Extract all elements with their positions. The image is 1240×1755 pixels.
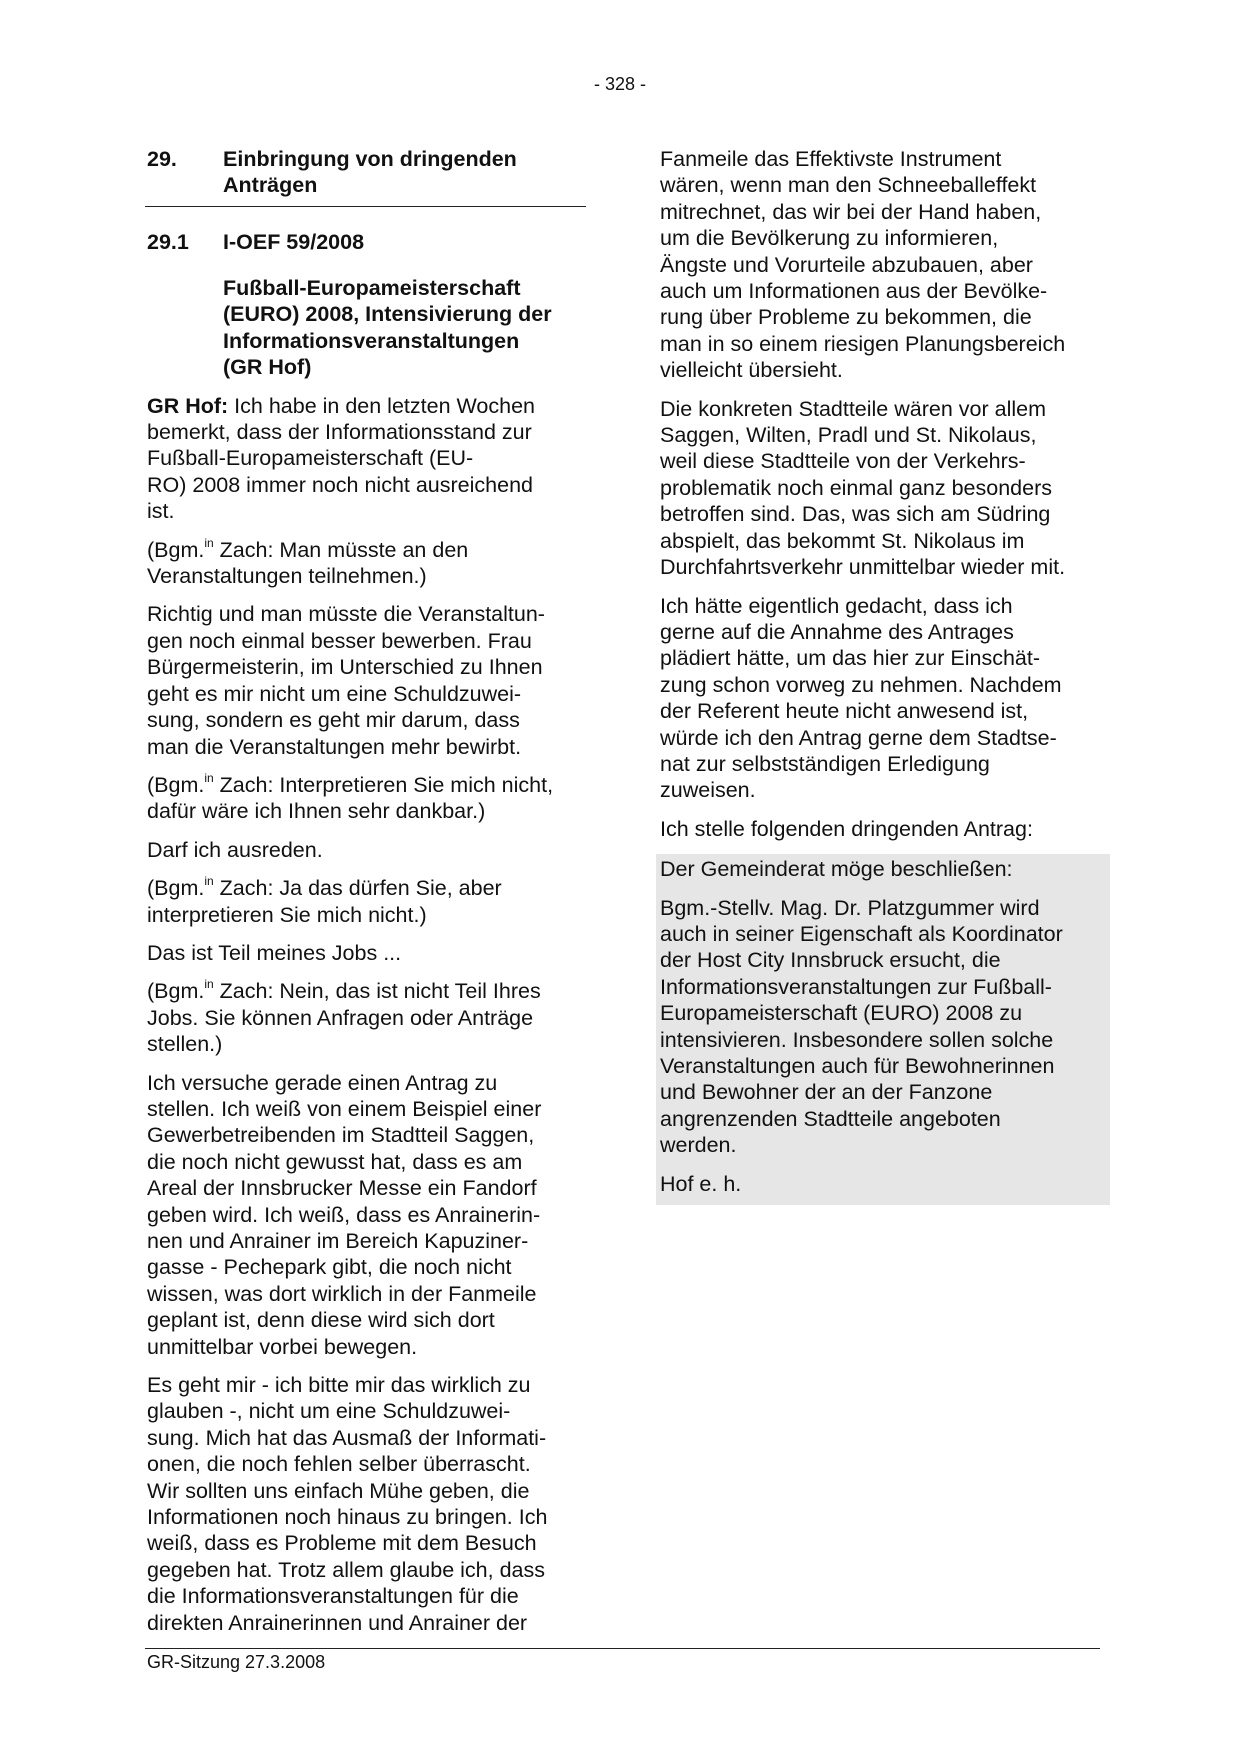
speech-paragraph: Es geht mir - ich bitte mir das wirklich zu glauben -, nicht um eine Schuldzuwei- sung. Mich hat das Ausmaß der Informati- onen, die noch fehlen selber überrascht. Wir sollten uns einfach Mühe geben, die Informationen noch hinaus zu bringen. Ich weiß, dass es Probleme mit dem Besuch gegeben hat. Trotz allem glaube ich, dass die Informationsveranstaltungen für die direkten Anrainerinnen und Anrainer der: [147, 1373, 548, 1635]
motion-box: [656, 854, 1110, 1205]
motion-intro: Der Gemeinderat möge beschließen:: [660, 857, 1013, 882]
footer: GR-Sitzung 27.3.2008: [147, 1652, 326, 1672]
interjection: (Bgm.$^{in}$ Zach: Man müsste an den Veranstaltungen teilnehmen.): [147, 535, 469, 589]
speech-paragraph: Darf ich ausreden.: [147, 837, 323, 862]
speech-paragraph: Ich hätte eigentlich gedacht, dass ich gerne auf die Annahme des Antrages plädiert hätte, um das hier zur Einschät- zung schon vorweg zu nehmen. Nachdem der Referent heute nicht anwesend ist, würde ich den Antrag gerne dem Stadtse- nat zur selbstständigen Erledigung zuweisen.: [660, 593, 1062, 803]
speech-paragraph: GR Hof: Ich habe in den letzten Wochen bemerkt, dass der Informationsstand zur Fußball-Europameisterschaft (EU- RO) 2008 immer noch nicht ausreichend ist.: [147, 393, 535, 524]
speech-paragraph: Ich versuche gerade einen Antrag zu stellen. Ich weiß von einem Beispiel einer Gewerbetreibenden im Stadtteil Saggen, die noch nicht gewusst hat, dass es am Areal der Innsbrucker Messe ein Fandorf geben wird. Ich weiß, dass es Anrainerin- nen und Anrainer im Bereich Kapuziner- gasse - Pechepark gibt, die noch nicht wissen, was dort wirklich in der Fanmeile geplant ist, denn diese wird sich dort unmittelbar vorbei bewegen.: [147, 1070, 542, 1359]
interjection: (Bgm.$^{in}$ Zach: Ja das dürfen Sie, aber interpretieren Sie mich nicht.): [147, 873, 502, 927]
section-number: 29.: [147, 147, 177, 171]
speech-paragraph: Die konkreten Stadtteile wären vor allem Saggen, Wilten, Pradl und St. Nikolaus, weil diese Stadtteile von der Verkehrs- problematik noch einmal ganz besonders betroffen sind. Das, was sich am Südring abspielt, das bekommt St. Nikolaus im Durchfahrtsverkehr unmittelbar wieder mit.: [660, 396, 1066, 580]
section-heading: [147, 146, 587, 198]
interjection: (Bgm.$^{in}$ Zach: Nein, das ist nicht Teil Ihres Jobs. Sie können Anfragen oder Anträge stellen.): [147, 977, 541, 1057]
motion-signature: Hof e. h.: [660, 1171, 742, 1196]
speech-paragraph: Richtig und man müsste die Veranstaltun- gen noch einmal besser bewerben. Frau Bürgermeisterin, im Unterschied zu Ihnen geht es mir nicht um eine Schuldzuwei- sung, sondern es geht mir darum, dass man die Veranstaltungen mehr bewirbt.: [147, 602, 545, 759]
motion-text: Bgm.-Stellv. Mag. Dr. Platzgummer wird auch in seiner Eigenschaft als Koordinator der Host City Innsbruck ersucht, die Informationsveranstaltungen zur Fußball- Europameisterschaft (EURO) 2008 zu intensivieren. Insbesondere sollen solche Veranstaltungen auch für Bewohnerinnen und Bewohner der an der Fanzone angrenzenden Stadtteile angeboten werden.: [660, 895, 1063, 1158]
subsection-title: Fußball-Europameisterschaft (EURO) 2008, Intensivierung der Informationsveranstaltungen (GR Hof): [223, 276, 552, 380]
section-rule: [145, 206, 586, 207]
section-title: Einbringung von dringenden Anträgen: [223, 147, 517, 197]
left-column: [147, 146, 587, 1648]
speaker-label: GR Hof:: [147, 393, 229, 418]
subsection-heading: [147, 229, 587, 255]
page-number: - 328 -: [593, 74, 647, 94]
subsection-number: 29.1: [147, 230, 189, 254]
right-column: [660, 146, 1100, 1205]
speech-paragraph: Das ist Teil meines Jobs ...: [147, 940, 402, 965]
subsection-code: I-OEF 59/2008: [223, 230, 365, 254]
interjection: (Bgm.$^{in}$ Zach: Interpretieren Sie mich nicht, dafür wäre ich Ihnen sehr dankbar.): [147, 770, 554, 824]
footer-rule: [145, 1648, 1100, 1649]
speech-paragraph: Ich stelle folgenden dringenden Antrag:: [660, 816, 1033, 841]
speech-paragraph: Fanmeile das Effektivste Instrument wären, wenn man den Schneeballeffekt mitrechnet, das wir bei der Hand haben, um die Bevölkerung zu informieren, Ängste und Vorurteile abzubauen, aber auch um Informationen aus der Bevölke- rung über Probleme zu bekommen, die man in so einem riesigen Planungsbereich vielleicht übersieht.: [660, 147, 1066, 383]
